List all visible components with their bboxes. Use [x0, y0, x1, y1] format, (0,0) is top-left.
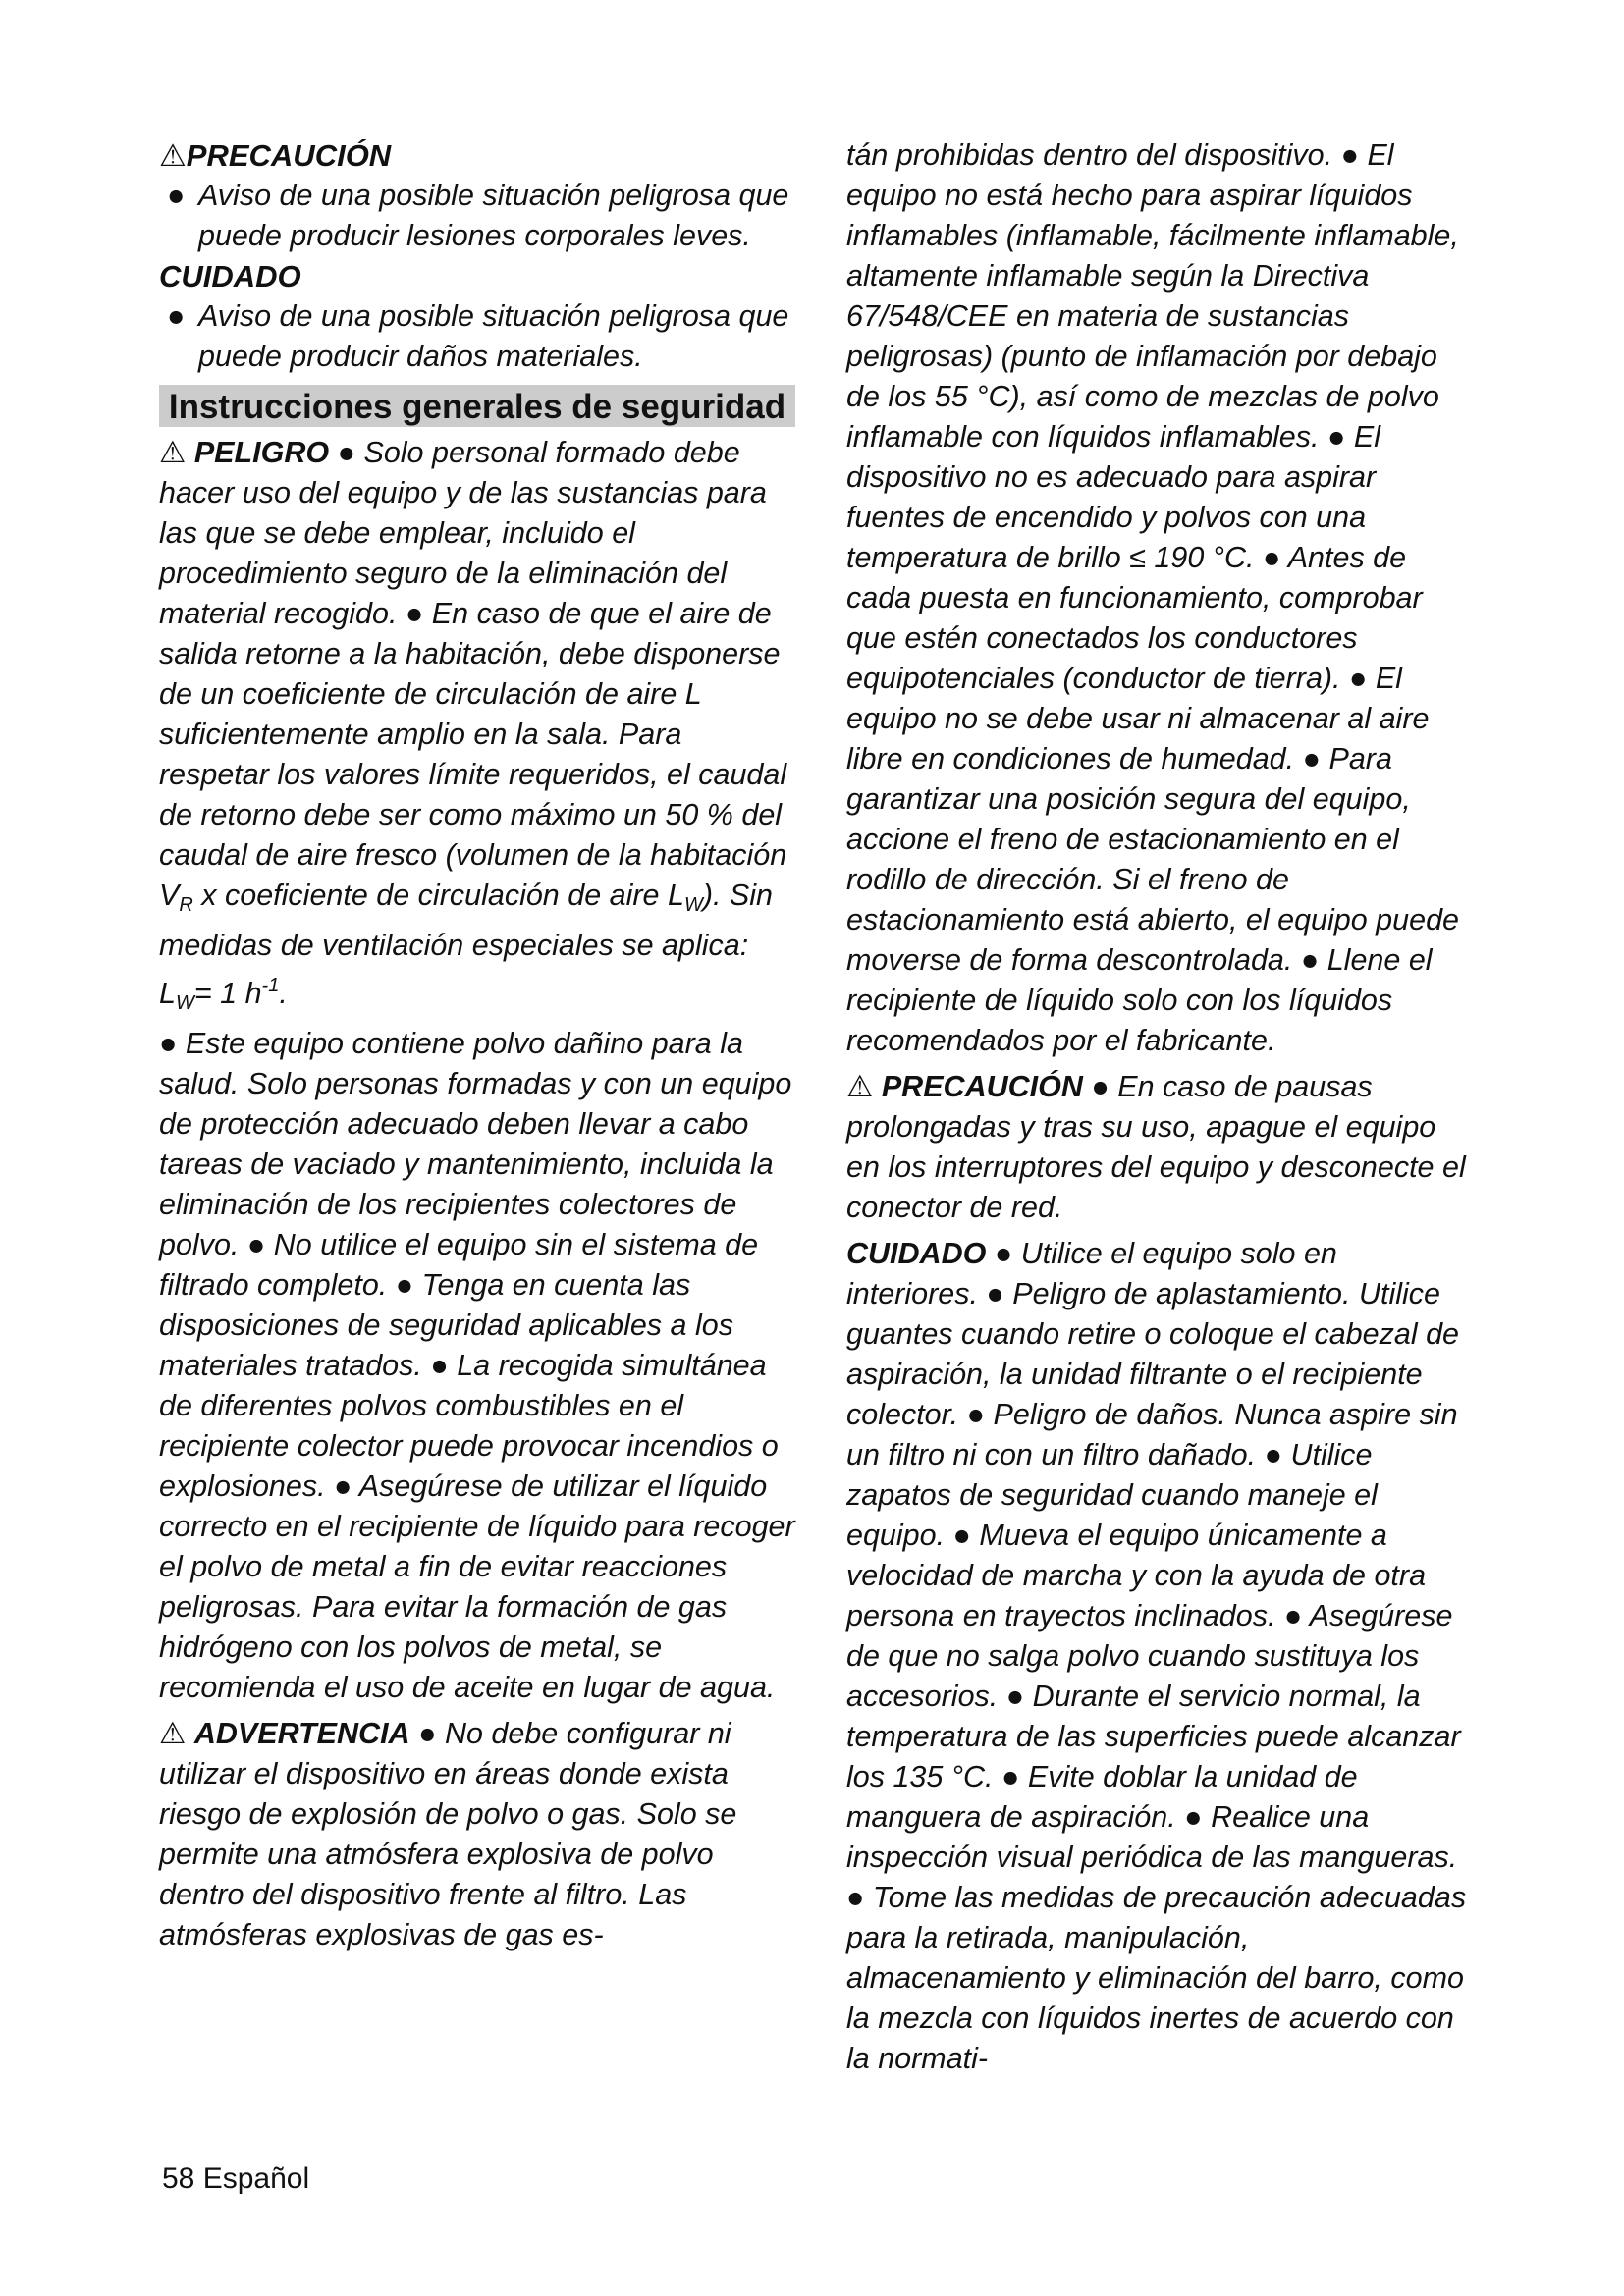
precaucion-bullet — [159, 176, 795, 256]
advertencia-label: ADVERTENCIA — [193, 1717, 410, 1750]
precaucion-heading: ⚠PRECAUCIÓN — [159, 138, 392, 173]
cuidado-bullet — [159, 296, 795, 377]
bullet-dot-icon: ● — [167, 299, 186, 333]
section-title: Instrucciones generales de seguridad — [159, 385, 795, 427]
precaucion-paragraph: ⚠ PRECAUCIÓN ● En caso de pausas prolongadas y tras su uso, apague el equipo en los interruptores del equipo y desconecte el conector de red. — [846, 1070, 1466, 1224]
precaucion-label: PRECAUCIÓN — [881, 1070, 1083, 1103]
warning-triangle-icon: ⚠ — [846, 1070, 874, 1103]
health-paragraph: ● Este equipo contiene polvo dañino para la salud. Solo personas formadas y con un equipo de protección adecuado deben llevar a cabo tareas de vaciado y mantenimiento, incluida la eliminación de los recipientes colectores de polvo. ● No utilice el equipo sin el sistema de filtrado completo. ● Tenga en cuenta las disposiciones de seguridad aplicables a los materiales tratados. ● La recogida simultánea de diferentes polvos combustibles en el recipiente colector puede provocar incendios o explosiones. ● Asegúrese de utilizar el líquido correcto en el recipiente de líquido para recoger el polvo de metal a fin de evitar reacciones peligrosas. Para evitar la formación de gas hidrógeno con los polvos de metal, se recomienda el uso de aceite en lugar de agua. — [159, 1027, 795, 1704]
advertencia-paragraph: ⚠ ADVERTENCIA ● No debe configurar ni utilizar el dispositivo en áreas donde exista riesgo de explosión de polvo o gas. Solo se permite una atmósfera explosiva de polvo dentro del dispositivo frente al filtro. Las atmósferas explosivas de gas es- — [159, 1717, 737, 1951]
peligro-label: PELIGRO — [193, 436, 330, 469]
bullet-dot-icon: ● — [167, 179, 186, 212]
warning-triangle-icon: ⚠ — [159, 436, 187, 469]
cuidado-label: CUIDADO — [846, 1237, 987, 1270]
cuidado-heading: CUIDADO — [159, 259, 301, 294]
warning-triangle-icon: ⚠ — [159, 138, 187, 173]
cuidado-paragraph: CUIDADO ● Utilice el equipo solo en interiores. ● Peligro de aplastamiento. Utilice guantes cuando retire o coloque el cabezal de aspiración, la unidad filtrante o el recipiente colector. ● Peligro de daños. Nunca aspire sin un filtro ni con un filtro dañado. ● Utilice zapatos de seguridad cuando maneje el equipo. ● Mueva el equipo únicamente a velocidad de marcha y con la ayuda de otra persona en trayectos inclinados. ● Asegúrese de que no salga polvo cuando sustituya los accesorios. ● Durante el servicio normal, la temperatura de las superficies puede alcanzar los 135 °C. ● Evite doblar la unidad de manguera de aspiración. ● Realice una inspección visual periódica de las mangueras. ● Tome las medidas de precaución adecuadas para la retirada, manipulación, almacenamiento y eliminación del barro, como la mezcla con líquidos inertes de acuerdo con la normati- — [846, 1237, 1467, 2075]
precaucion-text: Aviso de una posible situación peligrosa que puede producir lesiones corporales leves. — [198, 179, 789, 252]
page-footer: 58 Español — [162, 2163, 310, 2195]
flammable-paragraph: tán prohibidas dentro del dispositivo. ● El equipo no está hecho para aspirar líquidos inflamables (inflamable, fácilmente inflamable, altamente inflamable según la Directiva 67/548/CEE en materia de sustancias peligrosas) (punto de inflamación por debajo de los 55 °C), así como de mezclas de polvo inflamable con líquidos inflamables. ● El dispositivo no es adecuado para aspirar fuentes de encendido y polvos con una temperatura de brillo ≤ 190 °C. ● Antes de cada puesta en funcionamiento, comprobar que estén conectados los conductores equipotenciales (conductor de tierra). ● El equipo no se debe usar ni almacenar al aire libre en condiciones de humedad. ● Para garantizar una posición segura del equipo, accione el freno de estacionamiento en el rodillo de dirección. Si el freno de estacionamiento está abierto, el equipo puede moverse de forma descontrolada. ● Llene el recipiente de líquido solo con los líquidos recomendados por el fabricante. — [846, 138, 1459, 1057]
peligro-paragraph: ⚠ PELIGRO ● Solo personal formado debe hacer uso del equipo y de las sustancias para las que se debe emplear, incluido el procedimiento seguro de la eliminación del material recogido. ● En caso de que el aire de salida retorne a la habitación, debe disponerse de un coeficiente de circulación de aire L suficientemente amplio en la sala. Para respetar los valores límite requeridos, el caudal de retorno debe ser como máximo un 50 % del caudal de aire fresco (volumen de la habitación $V_R$ x coeficiente de circulación de aire $L_W$). Sin medidas de ventilación especiales se aplica: $L_W= 1$ $h^{-1}$. — [159, 436, 787, 1014]
left-column — [159, 135, 795, 1955]
warning-triangle-icon: ⚠ — [159, 1717, 187, 1750]
right-column — [846, 135, 1475, 2079]
cuidado-text: Aviso de una posible situación peligrosa que puede producir daños materiales. — [198, 299, 789, 373]
